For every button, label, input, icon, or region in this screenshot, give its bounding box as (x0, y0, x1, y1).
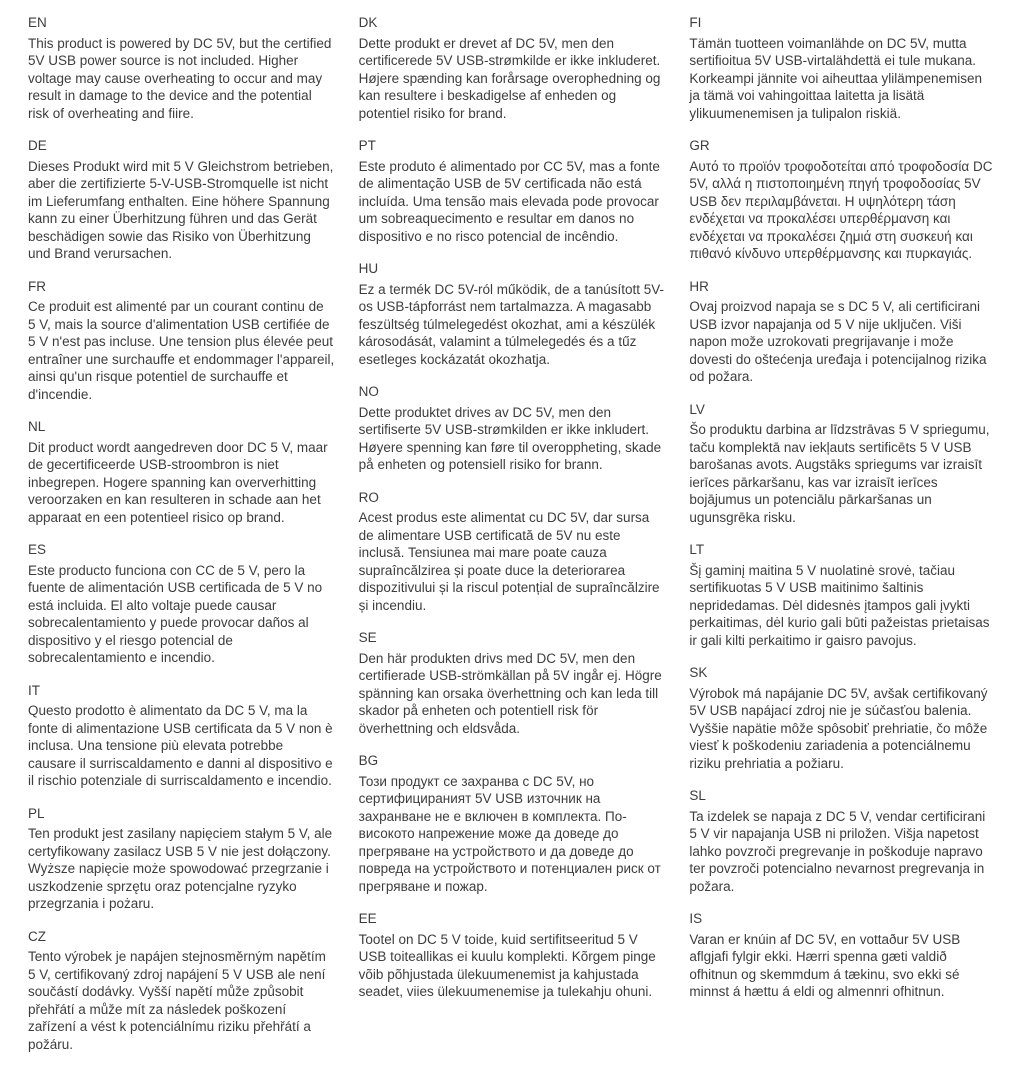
lang-text-nl: Dit product wordt aangedreven door DC 5 V, maar de gecertificeerde USB-stroombron is niet inbegrepen. Hogere spanning kan oververhitting veroorzaken en kan resulteren in schade aan het apparaat en een potentieel risico op brand. (28, 439, 328, 525)
lang-code-en: EN (28, 15, 47, 30)
lang-code-gr: GR (689, 138, 710, 153)
lang-code-dk: DK (358, 15, 378, 30)
lang-code-es: ES (28, 542, 47, 557)
lang-text-lt: Šį gaminį maitina 5 V nuolatinė srovė, tačiau sertifikuotas 5 V USB maitinimo šaltinis nepridedamas. Dėl didesnės įtampos gali įvykti perkaitimas, dėl kurio gali būti pažeistas prietaisas ir gali kilti perkaitimo ir gaisro pavojus. (689, 562, 990, 648)
lang-section-pt (359, 137, 666, 245)
lang-code-nl: NL (28, 419, 46, 434)
lang-code-is: IS (689, 911, 703, 926)
lang-section-cz (28, 928, 335, 1054)
lang-section-en (28, 14, 335, 122)
lang-text-en: This product is powered by DC 5V, but the certified 5V USB power source is not included. Higher voltage may cause overheating to occur and may result in damage to the device and the potential risk of overheating and fiire. (28, 35, 332, 121)
language-column-1 (28, 14, 335, 1068)
lang-section-lt (689, 541, 996, 649)
lang-code-de: DE (28, 138, 47, 153)
lang-code-ro: RO (358, 489, 379, 505)
lang-text-fr: Ce produit est alimenté par un courant continu de 5 V, mais la source d'alimentation USB certifiée de 5 V n'est pas incluse. Une tension plus élevée peut entraîner une surchauffe et endommager l'appareil, ainsi qu'un risque potentiel de surchauffe et d'incendie. (28, 299, 335, 402)
lang-section-ee (359, 910, 666, 1001)
lang-section-dk (359, 14, 666, 122)
lang-section-fi (689, 14, 996, 122)
lang-section-hr (689, 278, 996, 386)
lang-text-ee: Tootel on DC 5 V toide, kuid sertifitseeritud 5 V USB toiteallikas ei kuulu komplekti. Kõrgem pinge võib põhjustada ülekuumenemist ja kahjustada seadet, viies ülekuumenemise ja tulekahju ohuni. (358, 931, 656, 999)
lang-section-de (28, 137, 335, 263)
lang-section-es (28, 541, 335, 667)
lang-section-lv (689, 401, 996, 527)
lang-code-lt: LT (689, 542, 705, 557)
lang-text-is: Varan er knúin af DC 5V, en vottaður 5V USB aflgjafi fylgir ekki. Hærri spenna gæti valdið ofhitnun og skemmdum á tækinu, svo ekki sé minnst á hættu á eldi og almennri ofhitnun. (689, 931, 961, 999)
lang-text-bg: Този продукт се захранва с DC 5V, но сертифицираният 5V USB източник на захранване не е включен в комплекта. По-високото напрежение може да доведе до прегряване на устройството и да доведе до повреда на устройството и потенциален риск от прегряване и пожар. (358, 773, 661, 894)
lang-text-pl: Ten produkt jest zasilany napięciem stałym 5 V, ale certyfikowany zasilacz USB 5 V nie jest dołączony. Wyższe napięcie może spowodować przegrzanie i uszkodzenie sprzętu oraz potencjalne ryzyko przegrzania i pożaru. (28, 826, 333, 911)
lang-section-pl (28, 805, 335, 913)
lang-text-ro: Acest produs este alimentat cu DC 5V, dar sursa de alimentare USB certificată de 5V nu este inclusă. Tensiunea mai mare poate cauza supraîncălzirea și poate duce la deteriorarea dispozitivului și la riscul potențial de supraîncălzire și incendiu. (358, 510, 660, 613)
lang-code-bg: BG (358, 753, 379, 768)
lang-code-pl: PL (28, 805, 45, 821)
lang-code-it: IT (28, 682, 40, 698)
lang-text-gr: Αυτό το προϊόν τροφοδοτείται από τροφοδοσία DC 5V, αλλά η πιστοποιημένη πηγή τροφοδοσίας 5V USB δεν περιλαμβάνεται. Η υψηλότερη τάση ενδέχεται να προκαλέσει υπερθέρμανση και ενδέχεται να προκαλέσει ζημιά στη συσκευή και πιθανό κίνδυνο υπερθέρμανσης και πυρκαγιάς. (689, 158, 993, 261)
lang-text-pt: Este produto é alimentado por CC 5V, mas a fonte de alimentação USB de 5V certificada não está incluída. Uma tensão mais elevada pode provocar um sobreaquecimento e resultar em danos no dispositivo e no risco potencial de incêndio. (358, 158, 660, 244)
lang-code-fr: FR (28, 278, 46, 294)
lang-section-is (689, 910, 996, 1001)
lang-text-fi: Tämän tuotteen voimanlähde on DC 5V, mutta sertifioitua 5V USB-virtalähdettä ei tule mukana. Korkeampi jännite voi aiheuttaa ylilämpenemisen ja tämä voi vahingoittaa laitetta ja lisätä ylikuumenemisen ja tulipalon riskiä. (689, 35, 983, 121)
lang-code-hr: HR (689, 278, 709, 294)
language-column-2 (359, 14, 666, 1068)
language-column-3 (689, 14, 996, 1068)
lang-code-cz: CZ (28, 928, 46, 944)
lang-section-sk (689, 664, 996, 772)
lang-code-no: NO (358, 384, 379, 399)
lang-text-hu: Ez a termék DC 5V-ról működik, de a tanúsított 5V-os USB-tápforrást nem tartalmazza. A magasabb feszültség túlmelegedést okozhat, ami a készülék károsodását, valamint a túlmelegedés és a tűz esetleges kockázatát okozhatja. (358, 281, 665, 367)
lang-text-es: Este producto funciona con CC de 5 V, pero la fuente de alimentación USB certificada de 5 V no está incluida. El alto voltaje puede causar sobrecalentamiento y puede provocar daños al dispositivo y el riesgo potencial de sobrecalentamiento e incendio. (28, 562, 323, 665)
lang-section-nl (28, 418, 335, 526)
lang-text-dk: Dette produkt er drevet af DC 5V, men den certificerede 5V USB-strømkilde er ikke inkluderet. Højere spænding kan forårsage overophedning og kan resultere i beskadigelse af enheden og potentiel risiko for brand. (358, 35, 661, 121)
lang-section-fr (28, 278, 335, 404)
lang-text-no: Dette produktet drives av DC 5V, men den sertifiserte 5V USB-strømkilden er ikke inkludert. Høyere spenning kan føre til overoppheting, skade på enheten og potensiell risiko for brann. (358, 404, 662, 472)
lang-section-se (359, 629, 666, 737)
lang-code-hu: HU (358, 261, 379, 276)
lang-code-fi: FI (689, 15, 702, 30)
lang-text-sk: Výrobok má napájanie DC 5V, avšak certifikovaný 5V USB napájací zdroj nie je súčasťou balenia. Vyššie napätie môže spôsobiť prehriatie, čo môže viesť k poškodeniu zariadenia a potenciálnemu riziku prehriatia a požiaru. (689, 685, 988, 771)
lang-text-cz: Tento výrobek je napájen stejnosměrným napětím 5 V, certifikovaný zdroj napájení 5 V USB ale není součástí dodávky. Vyšší napětí může způsobit přehřátí a může mít za následek poškození zařízení a vést k potenciálnímu riziku přehřátí a požáru. (28, 949, 326, 1052)
lang-text-hr: Ovaj proizvod napaja se s DC 5 V, ali certificirani USB izvor napajanja od 5 V nije uključen. Viši napon može uzrokovati pregrijavanje i može dovesti do oštećenja uređaja i potencijalnog rizika od požara. (689, 299, 987, 384)
lang-text-sl: Ta izdelek se napaja z DC 5 V, vendar certificirani 5 V vir napajanja USB ni priložen. Višja napetost lahko povzroči pregrevanje in poškoduje napravo ter povzroči potencialno nevarnost pregrevanja in požara. (689, 808, 986, 894)
lang-section-gr (689, 137, 996, 263)
lang-section-hu (359, 260, 666, 368)
lang-section-it (28, 682, 335, 790)
lang-section-ro (359, 489, 666, 615)
lang-code-pt: PT (358, 138, 376, 153)
lang-text-lv: Šo produktu darbina ar līdzstrāvas 5 V spriegumu, taču komplektā nav iekļauts sertificēts 5 V USB barošanas avots. Augstāks spriegums var izraisīt ierīces pārkaršanu, kas var izraisīt ierīces bojājumus un potenciālu pārkaršanas un ugunsgrēka risku. (689, 422, 990, 525)
lang-text-se: Den här produkten drivs med DC 5V, men den certifierade USB-strömkällan på 5V ingår ej. Högre spänning kan orsaka överhettning och kan leda till skador på enheten och potentiell risk för överhettning och eldsvåda. (358, 650, 662, 736)
lang-section-sl (689, 787, 996, 895)
lang-code-sk: SK (689, 665, 708, 680)
lang-text-it: Questo prodotto è alimentato da DC 5 V, ma la fonte di alimentazione USB certificata da 5 V non è inclusa. Una tensione più elevata potrebbe causare il surriscaldamento e danni al dispositivo e il rischio potenziale di surriscaldamento e incendio. (28, 703, 333, 788)
lang-code-se: SE (358, 630, 377, 645)
lang-text-de: Dieses Produkt wird mit 5 V Gleichstrom betrieben, aber die zertifizierte 5-V-USB-Stromquelle ist nicht im Lieferumfang enthalten. Eine höhere Spannung kann zu einer Überhitzung führen und das Gerät beschädigen sowie das Risiko von Überhitzung und Brand verursachen. (28, 158, 334, 261)
lang-section-bg (359, 752, 666, 895)
lang-section-no (359, 383, 666, 474)
lang-code-ee: EE (358, 911, 377, 926)
lang-code-sl: SL (689, 788, 706, 803)
lang-code-lv: LV (689, 401, 705, 417)
